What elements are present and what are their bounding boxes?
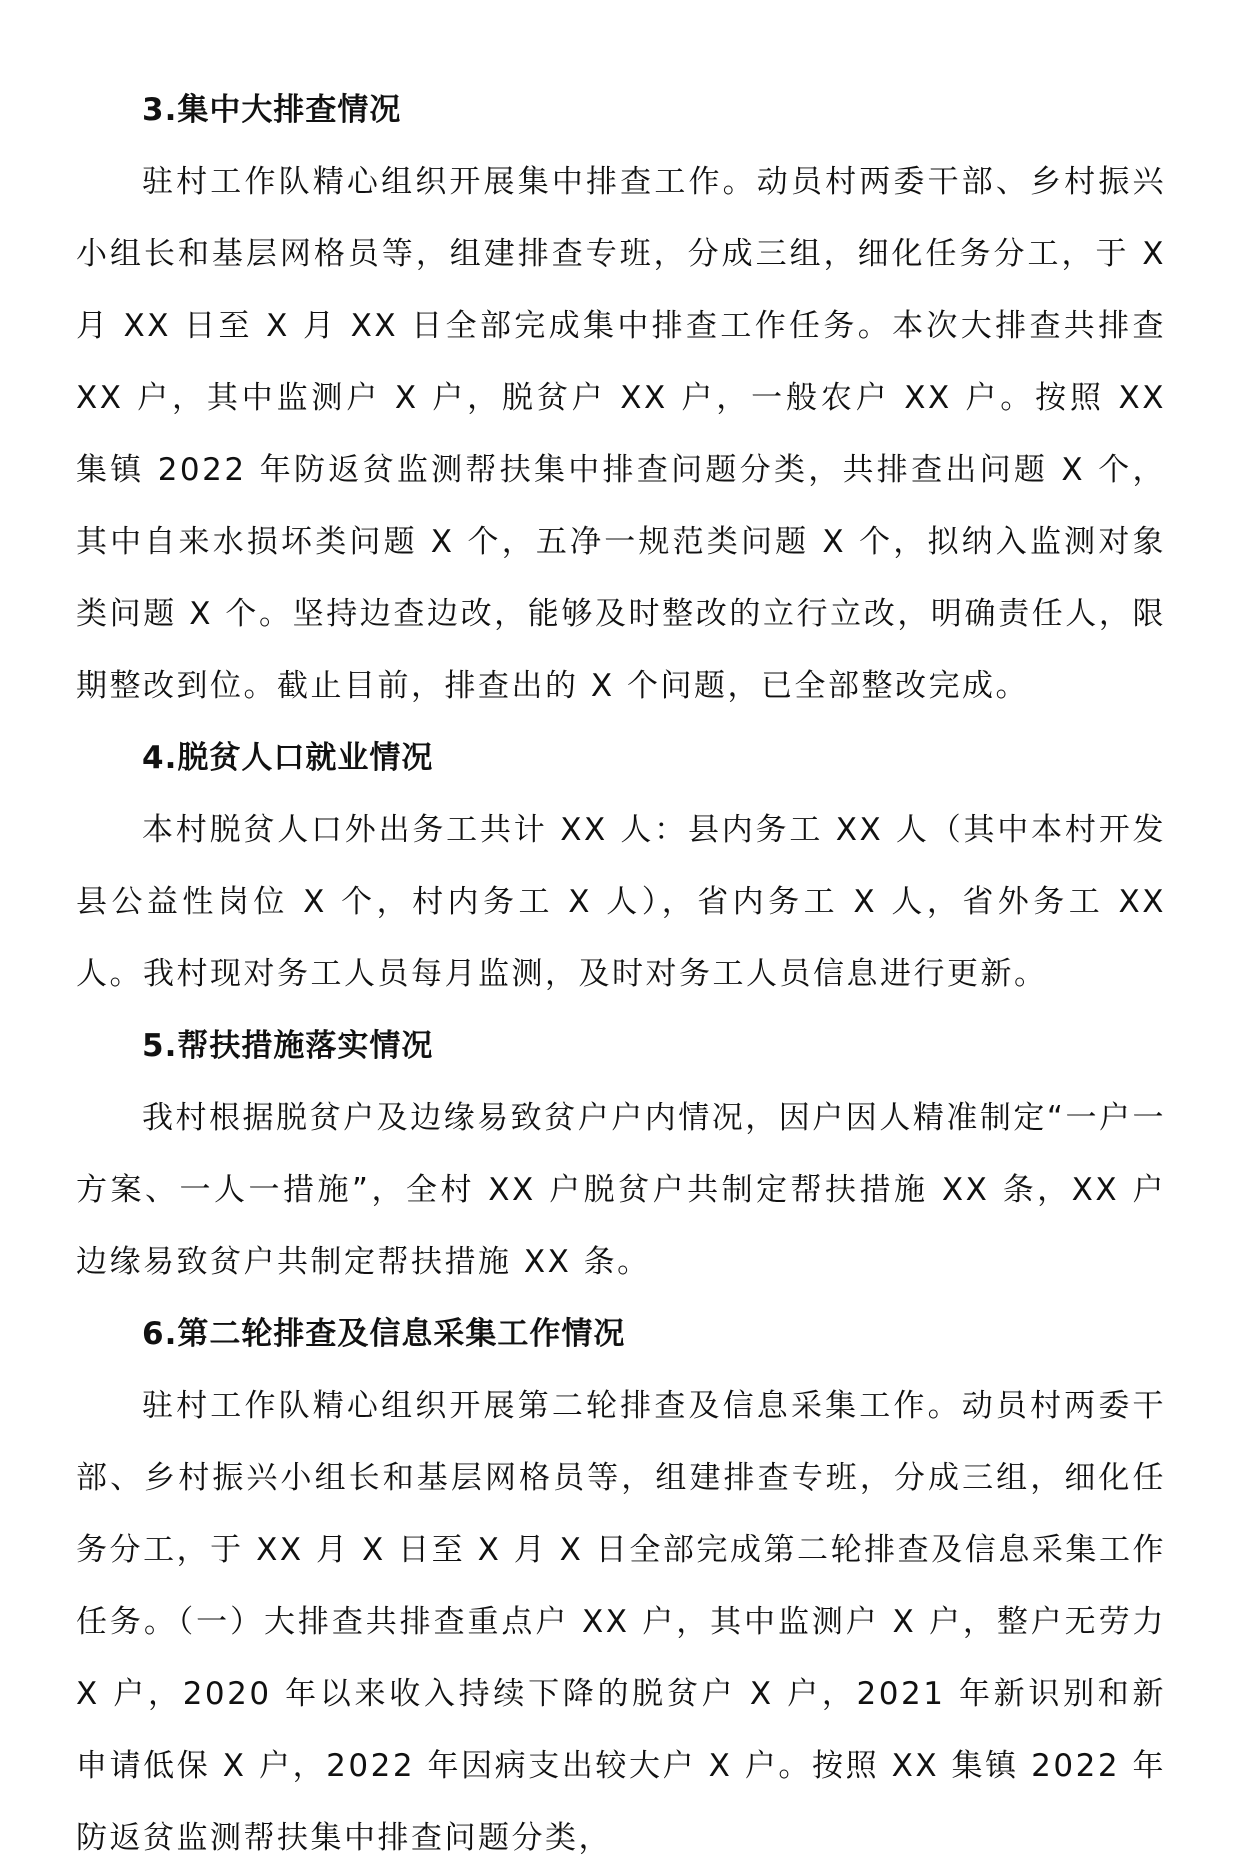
section-paragraph-3: 驻村工作队精心组织开展集中排查工作。动员村两委干部、乡村振兴小组长和基层网格员等，组建排查专班，分成三组，细化任务分工，于 X 月 XX 日至 X 月 XX 日全部完成集中排查工作任务。本次大排查共排查 XX 户，其中监测户 X 户，脱贫户 XX 户，一般农户 XX 户。按照 XX 集镇 2022 年防返贫监测帮扶集中排查问题分类，共排查出问题 X 个，其中自来水损坏类问题 X 个，五净一规范类问题 X 个，拟纳入监测对象类问题 X 个。坚持边查边改，能够及时整改的立行立改，明确责任人，限期整改到位。截止目前，排查出的 X 个问题，已全部整改完成。 [76,164,1166,704]
document-body [76,74,1166,1874]
section-paragraph-6: 驻村工作队精心组织开展第二轮排查及信息采集工作。动员村两委干部、乡村振兴小组长和基层网格员等，组建排查专班，分成三组，细化任务分工，于 XX 月 X 日至 X 月 X 日全部完成第二轮排查及信息采集工作任务。（一）大排查共排查重点户 XX 户，其中监测户 X 户，整户无劳力 X 户，2020 年以来收入持续下降的脱贫户 X 户，2021 年新识别和新申请低保 X 户，2022 年因病支出较大户 X 户。按照 XX 集镇 2022 年防返贫监测帮扶集中排查问题分类， [76,1388,1166,1856]
section-paragraph-5: 我村根据脱贫户及边缘易致贫户户内情况，因户因人精准制定“一户一方案、一人一措施”，全村 XX 户脱贫户共制定帮扶措施 XX 条，XX 户边缘易致贫户共制定帮扶措施 XX 条。 [76,1100,1166,1280]
section-heading-5: 5.帮扶措施落实情况 [142,1028,434,1064]
section-heading-4: 4.脱贫人口就业情况 [142,740,434,776]
section-paragraph-4: 本村脱贫人口外出务工共计 XX 人：县内务工 XX 人（其中本村开发县公益性岗位 X 个，村内务工 X 人），省内务工 X 人，省外务工 XX 人。我村现对务工人员每月监测，及时对务工人员信息进行更新。 [76,812,1166,992]
section-heading-3: 3.集中大排查情况 [142,92,402,128]
section-heading-6: 6.第二轮排查及信息采集工作情况 [142,1316,626,1352]
